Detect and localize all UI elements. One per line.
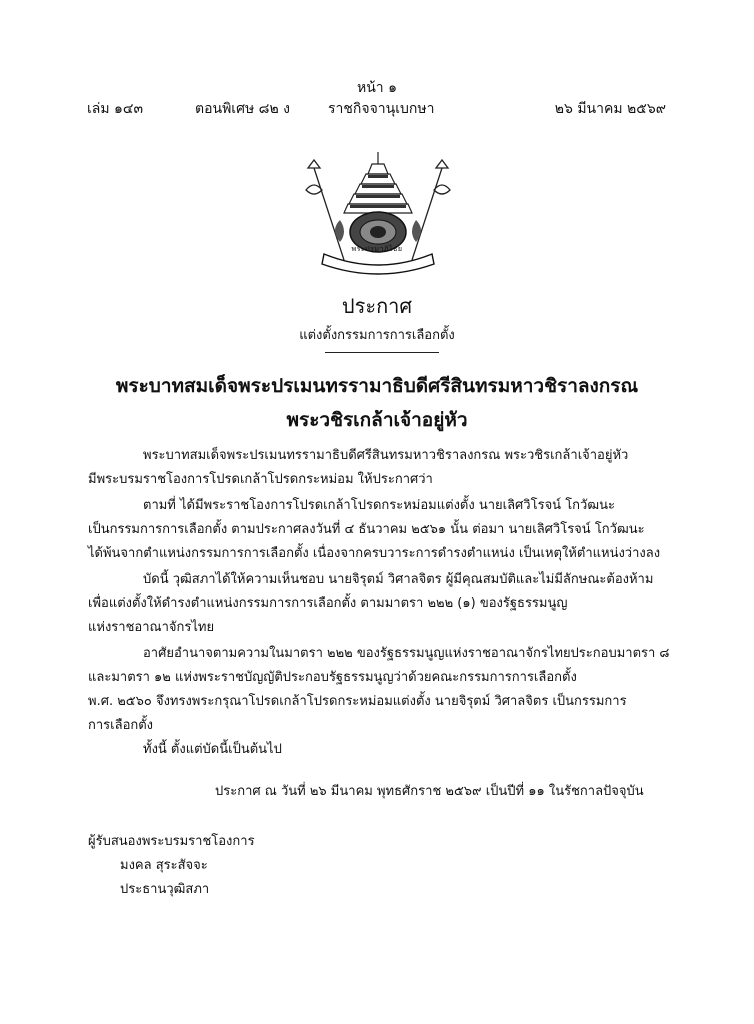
emblem-ribbon-text: พระปรมาภิไธย	[351, 245, 403, 253]
paragraph-2-line-2: เป็นกรรมการการเลือกตั้ง ตามประกาศลงวันที่ ๔ ธันวาคม ๒๕๖๑ นั้น ต่อมา นายเลิศวิโรจน์ โกวัฒนะ	[88, 522, 645, 537]
paragraph-1-line-1: พระบาทสมเด็จพระปรเมนทรรามาธิบดีศรีสินทรมหาวชิราลงกรณ พระวชิรเกล้าเจ้าอยู่หัว	[143, 448, 629, 463]
king-name-line-1: พระบาทสมเด็จพระปรเมนทรรามาธิบดีศรีสินทรมหาวชิราลงกรณ	[115, 375, 639, 397]
paragraph-4-line-3: พ.ศ. ๒๕๖๐ จึงทรงพระกรุณาโปรดเกล้าโปรดกระหม่อมแต่งตั้ง นายจิรุตม์ วิศาลจิตร เป็นกรรมการ	[88, 694, 627, 709]
section-number: ตอนพิเศษ ๘๒ ง	[195, 101, 290, 117]
paragraph-4-line-1: อาศัยอำนาจตามความในมาตรา ๒๒๒ ของรัฐธรรมนูญแห่งราชอาณาจักรไทยประกอบมาตรา ๘	[143, 646, 670, 661]
paragraph-5-line-1: ทั้งนี้ ตั้งแต่บัดนี้เป็นต้นไป	[143, 742, 282, 757]
publication-date: ๒๖ มีนาคม ๒๕๖๙	[554, 101, 666, 117]
proclamation-date: ประกาศ ณ วันที่ ๒๖ มีนาคม พุทธศักราช ๒๕๖๙ เป็นปีที่ ๑๑ ในรัชกาลปัจจุบัน	[215, 784, 644, 799]
paragraph-4-line-4: การเลือกตั้ง	[88, 718, 154, 733]
paragraph-4-line-2: และมาตรา ๑๒ แห่งพระราชบัญญัติประกอบรัฐธรรมนูญว่าด้วยคณะกรรมการการเลือกตั้ง	[88, 670, 577, 685]
paragraph-2-line-1: ตามที่ ได้มีพระราชโองการโปรดเกล้าโปรดกระหม่อมแต่งตั้ง นายเลิศวิโรจน์ โกวัฒนะ	[143, 498, 615, 513]
paragraph-2-line-3: ได้พ้นจากตำแหน่งกรรมการการเลือกตั้ง เนื่องจากครบวาระการดำรงตำแหน่ง เป็นเหตุให้ตำแหน่งว่างลง	[88, 546, 661, 561]
paragraph-3-line-2: เพื่อแต่งตั้งให้ดำรงตำแหน่งกรรมการการเลือกตั้ง ตามมาตรา ๒๒๒ (๑) ของรัฐธรรมนูญ	[88, 596, 568, 611]
announcement-title: ประกาศ	[341, 294, 413, 318]
paragraph-1-line-2: มีพระบรมราชโองการโปรดเกล้าโปรดกระหม่อม ให้ประกาศว่า	[88, 472, 433, 487]
paragraph-3-line-3: แห่งราชอาณาจักรไทย	[88, 620, 215, 635]
countersign-role: ผู้รับสนองพระบรมราชโองการ	[88, 834, 255, 849]
countersign-name: มงคล สุระสัจจะ	[120, 858, 208, 873]
countersign-position: ประธานวุฒิสภา	[120, 882, 210, 897]
page-number: หน้า ๑	[357, 80, 397, 96]
volume-number: เล่ม ๑๔๓	[87, 101, 144, 117]
publication-name: ราชกิจจานุเบกษา	[328, 101, 435, 117]
announcement-subtitle: แต่งตั้งกรรมการการเลือกตั้ง	[299, 328, 455, 343]
title-divider	[325, 352, 439, 353]
paragraph-3-line-1: บัดนี้ วุฒิสภาได้ให้ความเห็นชอบ นายจิรุตม์ วิศาลจิตร ผู้มีคุณสมบัติและไม่มีลักษณะต้องห้าม	[143, 572, 654, 587]
royal-emblem-icon	[296, 150, 460, 275]
king-name-line-2: พระวชิรเกล้าเจ้าอยู่หัว	[286, 409, 468, 431]
